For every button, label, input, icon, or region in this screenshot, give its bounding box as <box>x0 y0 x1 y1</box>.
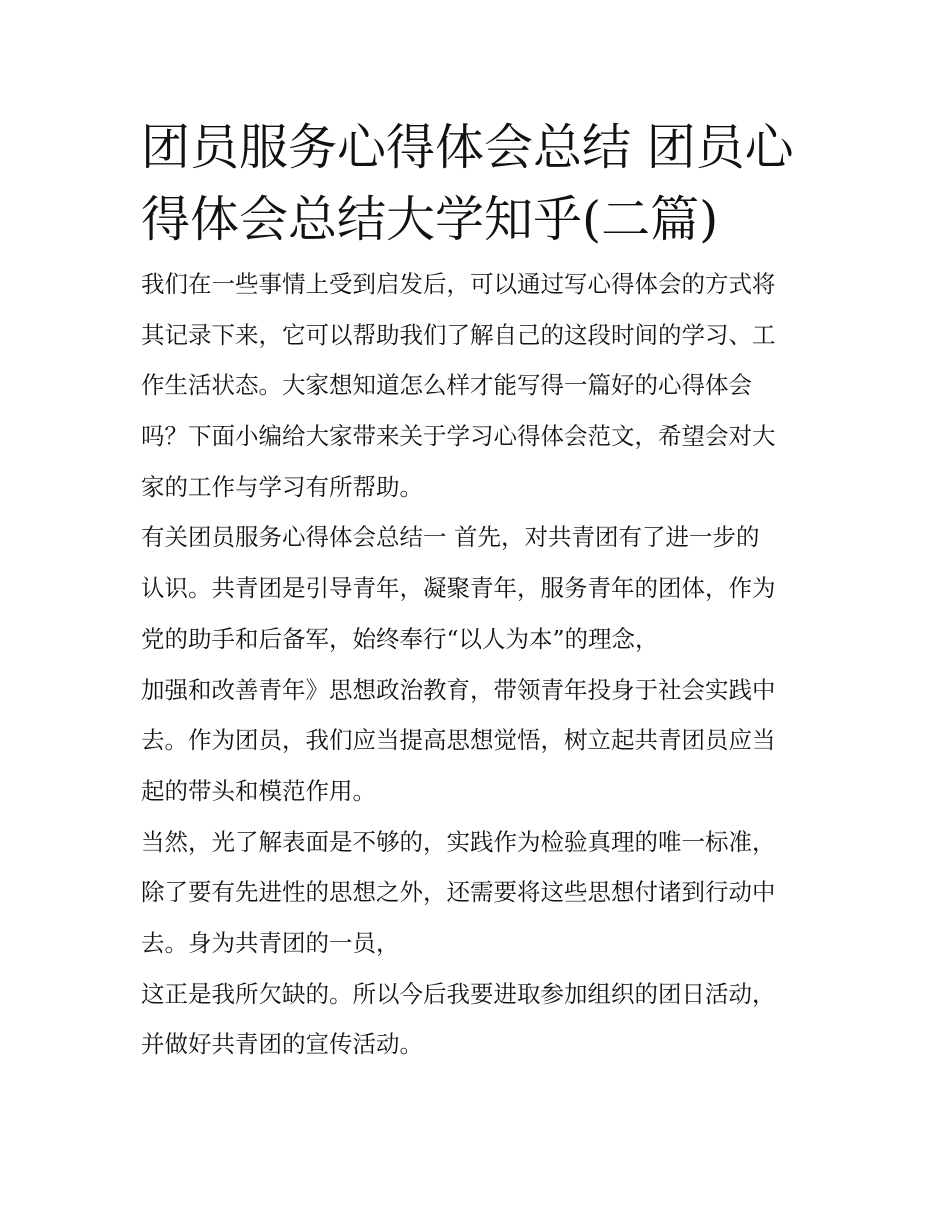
body-line: 我们在一些事情上受到启发后，可以通过写心得体会的方式将 <box>141 270 776 298</box>
body-line: 认识。共青团是引导青年，凝聚青年，服务青年的团体，作为 <box>141 574 776 603</box>
body-line: 去。作为团员，我们应当提高思想觉悟，树立起共青团员应当 <box>141 726 776 755</box>
body-line: 其记录下来，它可以帮助我们了解自己的这段时间的学习、工 <box>141 320 776 349</box>
body-line: 作生活状态。大家想知道怎么样才能写得一篇好的心得体会 <box>141 371 752 400</box>
body-line: 除了要有先进性的思想之外，还需要将这些思想付诸到行动中 <box>141 878 776 907</box>
document-title: 团员服务心得体会总结 团员心 得体会总结大学知乎(二篇) <box>141 119 794 248</box>
body-line: 当然，光了解表面是不够的，实践作为检验真理的唯一标准， <box>141 827 776 856</box>
document-content <box>141 112 813 1070</box>
body-line: 党的助手和后备军，始终奉行“以人为本”的理念， <box>141 624 659 653</box>
body-line: 家的工作与学习有所帮助。 <box>141 472 423 501</box>
document-body <box>141 259 813 1070</box>
body-line: 起的带头和模范作用。 <box>141 776 376 805</box>
body-line: 有关团员服务心得体会总结一 首先，对共青团有了进一步的 <box>141 523 760 552</box>
body-line: 吗？下面小编给大家带来关于学习心得体会范文，希望会对大 <box>141 422 776 451</box>
body-line: 加强和改善青年》思想政治教育，带领青年投身于社会实践中 <box>141 675 776 704</box>
body-line: 去。身为共青团的一员， <box>141 928 400 957</box>
body-line: 这正是我所欠缺的。所以今后我要进取参加组织的团日活动， <box>141 979 776 1008</box>
body-line: 并做好共青团的宣传活动。 <box>141 1030 423 1059</box>
